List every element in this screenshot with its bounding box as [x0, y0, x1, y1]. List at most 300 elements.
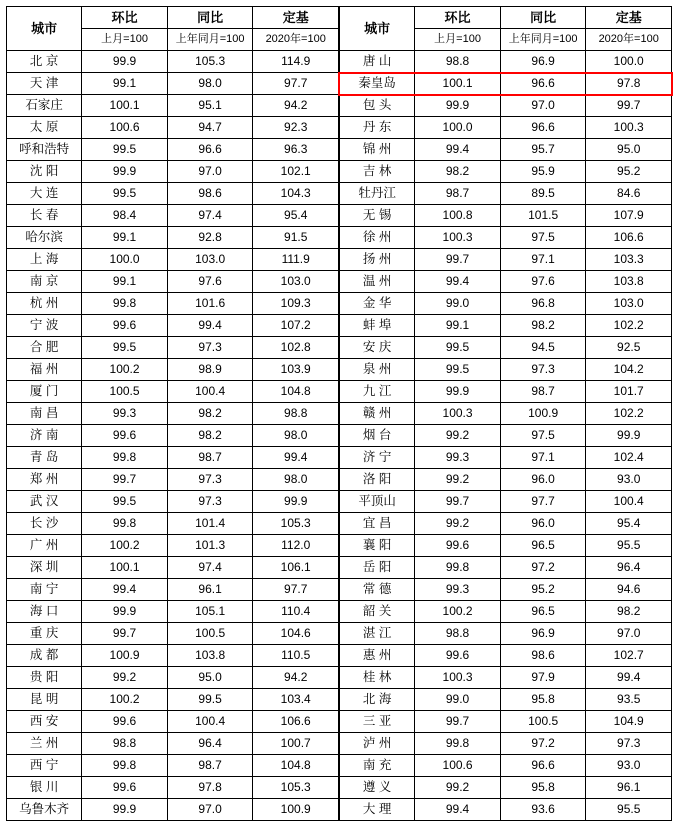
value-cell: 97.3: [167, 337, 253, 359]
value-cell: 98.8: [415, 623, 501, 645]
city-label: 安 庆: [340, 337, 415, 359]
value-cell: 98.7: [500, 381, 586, 403]
city-label: 天 津: [7, 73, 82, 95]
value-cell: 100.0: [586, 51, 672, 73]
value-cell: 94.5: [500, 337, 586, 359]
table-row: [7, 799, 339, 821]
value-cell: 100.4: [586, 491, 672, 513]
value-cell: 100.1: [415, 73, 501, 95]
value-cell: 101.5: [500, 205, 586, 227]
value-cell: 99.4: [586, 667, 672, 689]
value-cell: 102.7: [586, 645, 672, 667]
value-cell: 96.6: [500, 755, 586, 777]
value-cell: 95.4: [253, 205, 339, 227]
table-row: [7, 227, 339, 249]
city-label: 秦皇岛: [340, 73, 415, 95]
value-cell: 99.8: [415, 733, 501, 755]
city-label: 郑 州: [7, 469, 82, 491]
value-cell: 104.3: [253, 183, 339, 205]
value-cell: 97.0: [167, 799, 253, 821]
table-row: [340, 667, 672, 689]
value-cell: 97.3: [167, 491, 253, 513]
value-cell: 97.2: [500, 557, 586, 579]
value-cell: 99.7: [415, 249, 501, 271]
value-cell: 95.5: [586, 535, 672, 557]
value-cell: 97.3: [586, 733, 672, 755]
table-halves: [6, 6, 672, 821]
table-row: [340, 557, 672, 579]
value-cell: 95.4: [586, 513, 672, 535]
table-row: [7, 447, 339, 469]
table-row: [7, 161, 339, 183]
value-cell: 102.8: [253, 337, 339, 359]
value-cell: 96.5: [500, 601, 586, 623]
city-label: 西 安: [7, 711, 82, 733]
value-cell: 103.8: [586, 271, 672, 293]
table-row: [340, 447, 672, 469]
value-cell: 99.4: [415, 271, 501, 293]
value-cell: 114.9: [253, 51, 339, 73]
table-row: [340, 161, 672, 183]
value-cell: 99.2: [415, 425, 501, 447]
city-label: 常 德: [340, 579, 415, 601]
table-row: [340, 249, 672, 271]
value-cell: 99.9: [82, 601, 168, 623]
table-row: [7, 205, 339, 227]
value-cell: 93.0: [586, 469, 672, 491]
city-label: 包 头: [340, 95, 415, 117]
value-cell: 100.3: [586, 117, 672, 139]
table-row: [7, 777, 339, 799]
value-cell: 99.6: [82, 711, 168, 733]
left-half: [6, 6, 339, 821]
value-cell: 100.9: [253, 799, 339, 821]
value-cell: 104.6: [253, 623, 339, 645]
value-cell: 100.2: [415, 601, 501, 623]
header-col-1-right: 同比: [500, 7, 586, 29]
value-cell: 99.3: [415, 447, 501, 469]
value-cell: 97.0: [167, 161, 253, 183]
value-cell: 97.7: [253, 579, 339, 601]
value-cell: 95.2: [500, 579, 586, 601]
value-cell: 98.2: [500, 315, 586, 337]
value-cell: 97.1: [500, 447, 586, 469]
city-label: 乌鲁木齐: [7, 799, 82, 821]
value-cell: 102.2: [586, 315, 672, 337]
value-cell: 99.9: [82, 51, 168, 73]
value-cell: 96.0: [500, 513, 586, 535]
value-cell: 100.2: [82, 689, 168, 711]
value-cell: 99.7: [415, 491, 501, 513]
value-cell: 99.9: [253, 491, 339, 513]
value-cell: 93.0: [586, 755, 672, 777]
value-cell: 98.8: [253, 403, 339, 425]
table-row: [340, 337, 672, 359]
table-row: [340, 183, 672, 205]
value-cell: 103.0: [586, 293, 672, 315]
city-label: 武 汉: [7, 491, 82, 513]
value-cell: 97.7: [500, 491, 586, 513]
header-sub-2-left: 2020年=100: [253, 29, 339, 51]
table-row: [7, 249, 339, 271]
value-cell: 107.9: [586, 205, 672, 227]
city-label: 唐 山: [340, 51, 415, 73]
table-row: [7, 271, 339, 293]
value-cell: 99.3: [415, 579, 501, 601]
city-label: 桂 林: [340, 667, 415, 689]
value-cell: 99.9: [415, 381, 501, 403]
value-cell: 98.0: [253, 469, 339, 491]
city-label: 三 亚: [340, 711, 415, 733]
table-row: [7, 513, 339, 535]
city-label: 深 圳: [7, 557, 82, 579]
city-label: 贵 阳: [7, 667, 82, 689]
city-label: 韶 关: [340, 601, 415, 623]
value-cell: 97.1: [500, 249, 586, 271]
table-row: [340, 117, 672, 139]
table-row: [340, 293, 672, 315]
table-row: [7, 51, 339, 73]
value-cell: 99.4: [167, 315, 253, 337]
value-cell: 99.6: [82, 425, 168, 447]
table-row: [7, 117, 339, 139]
header-col-1-left: 同比: [167, 7, 253, 29]
table-row: [7, 293, 339, 315]
city-label: 平顶山: [340, 491, 415, 513]
value-cell: 95.8: [500, 777, 586, 799]
city-label: 丹 东: [340, 117, 415, 139]
table-row: [7, 359, 339, 381]
value-cell: 99.7: [415, 711, 501, 733]
value-cell: 99.4: [415, 799, 501, 821]
header-sub-1-left: 上年同月=100: [167, 29, 253, 51]
value-cell: 104.2: [586, 359, 672, 381]
value-cell: 97.7: [253, 73, 339, 95]
value-cell: 103.9: [253, 359, 339, 381]
city-label: 青 岛: [7, 447, 82, 469]
table-row: [340, 799, 672, 821]
table-row: [340, 755, 672, 777]
table-row: [340, 95, 672, 117]
value-cell: 99.7: [586, 95, 672, 117]
value-cell: 95.0: [167, 667, 253, 689]
value-cell: 105.3: [253, 513, 339, 535]
value-cell: 98.9: [167, 359, 253, 381]
city-label: 徐 州: [340, 227, 415, 249]
city-label: 银 川: [7, 777, 82, 799]
table-row: [340, 403, 672, 425]
value-cell: 98.0: [167, 73, 253, 95]
table-row: [7, 491, 339, 513]
value-cell: 105.3: [167, 51, 253, 73]
table-row: [7, 557, 339, 579]
table-row: [7, 711, 339, 733]
header-row-main-right: [340, 7, 672, 29]
value-cell: 95.8: [500, 689, 586, 711]
value-cell: 99.8: [82, 293, 168, 315]
value-cell: 98.4: [82, 205, 168, 227]
left-table-body: [7, 7, 339, 821]
value-cell: 102.2: [586, 403, 672, 425]
value-cell: 99.8: [82, 513, 168, 535]
value-cell: 98.2: [586, 601, 672, 623]
value-cell: 99.9: [586, 425, 672, 447]
city-label: 昆 明: [7, 689, 82, 711]
value-cell: 100.0: [415, 117, 501, 139]
table-row: [7, 315, 339, 337]
value-cell: 99.2: [415, 777, 501, 799]
value-cell: 101.3: [167, 535, 253, 557]
city-label: 杭 州: [7, 293, 82, 315]
city-label: 南 宁: [7, 579, 82, 601]
value-cell: 95.7: [500, 139, 586, 161]
table-row: [340, 513, 672, 535]
value-cell: 99.1: [82, 271, 168, 293]
right-half: [339, 6, 672, 821]
header-sub-0-left: 上月=100: [82, 29, 168, 51]
value-cell: 105.3: [253, 777, 339, 799]
value-cell: 98.7: [415, 183, 501, 205]
value-cell: 97.4: [167, 205, 253, 227]
value-cell: 98.2: [167, 403, 253, 425]
city-label: 长 沙: [7, 513, 82, 535]
table-row: [340, 623, 672, 645]
value-cell: 100.5: [500, 711, 586, 733]
value-cell: 92.8: [167, 227, 253, 249]
value-cell: 105.1: [167, 601, 253, 623]
right-table-body: [340, 7, 672, 821]
value-cell: 99.6: [415, 645, 501, 667]
header-city-right: 城市: [340, 7, 415, 51]
right-table: [339, 6, 672, 821]
value-cell: 99.0: [415, 293, 501, 315]
city-label: 惠 州: [340, 645, 415, 667]
value-cell: 99.9: [415, 95, 501, 117]
city-label: 成 都: [7, 645, 82, 667]
value-cell: 100.3: [415, 403, 501, 425]
value-cell: 103.4: [253, 689, 339, 711]
value-cell: 100.1: [82, 95, 168, 117]
header-sub-2-right: 2020年=100: [586, 29, 672, 51]
city-label: 济 宁: [340, 447, 415, 469]
value-cell: 106.1: [253, 557, 339, 579]
city-label: 岳 阳: [340, 557, 415, 579]
city-label: 锦 州: [340, 139, 415, 161]
value-cell: 110.5: [253, 645, 339, 667]
value-cell: 96.1: [167, 579, 253, 601]
value-cell: 99.5: [415, 337, 501, 359]
value-cell: 100.1: [82, 557, 168, 579]
value-cell: 93.6: [500, 799, 586, 821]
value-cell: 100.3: [415, 227, 501, 249]
table-row: [7, 535, 339, 557]
table-row: [340, 579, 672, 601]
table-row: [7, 337, 339, 359]
value-cell: 97.5: [500, 227, 586, 249]
city-label: 烟 台: [340, 425, 415, 447]
value-cell: 98.6: [167, 183, 253, 205]
value-cell: 95.5: [586, 799, 672, 821]
value-cell: 102.4: [586, 447, 672, 469]
value-cell: 99.5: [167, 689, 253, 711]
value-cell: 99.7: [82, 469, 168, 491]
value-cell: 93.5: [586, 689, 672, 711]
table-row: [340, 359, 672, 381]
table-row: [7, 733, 339, 755]
city-label: 石家庄: [7, 95, 82, 117]
value-cell: 107.2: [253, 315, 339, 337]
table-row: [340, 315, 672, 337]
table-row: [7, 139, 339, 161]
value-cell: 111.9: [253, 249, 339, 271]
city-label: 南 京: [7, 271, 82, 293]
value-cell: 97.0: [500, 95, 586, 117]
value-cell: 84.6: [586, 183, 672, 205]
value-cell: 94.6: [586, 579, 672, 601]
value-cell: 109.3: [253, 293, 339, 315]
value-cell: 97.6: [500, 271, 586, 293]
table-row: [340, 139, 672, 161]
value-cell: 94.2: [253, 95, 339, 117]
city-label: 牡丹江: [340, 183, 415, 205]
city-label: 上 海: [7, 249, 82, 271]
value-cell: 112.0: [253, 535, 339, 557]
value-cell: 96.8: [500, 293, 586, 315]
value-cell: 97.9: [500, 667, 586, 689]
value-cell: 98.0: [253, 425, 339, 447]
value-cell: 98.2: [167, 425, 253, 447]
city-label: 湛 江: [340, 623, 415, 645]
table-row: [340, 227, 672, 249]
value-cell: 99.2: [415, 469, 501, 491]
city-label: 蚌 埠: [340, 315, 415, 337]
value-cell: 95.0: [586, 139, 672, 161]
value-cell: 99.2: [415, 513, 501, 535]
value-cell: 96.9: [500, 623, 586, 645]
city-label: 宜 昌: [340, 513, 415, 535]
value-cell: 99.1: [415, 315, 501, 337]
table-row: [340, 689, 672, 711]
table-row: [340, 205, 672, 227]
city-label: 呼和浩特: [7, 139, 82, 161]
value-cell: 110.4: [253, 601, 339, 623]
city-label: 大 理: [340, 799, 415, 821]
value-cell: 99.8: [82, 447, 168, 469]
table-row: [7, 73, 339, 95]
city-label: 南 充: [340, 755, 415, 777]
value-cell: 99.2: [82, 667, 168, 689]
table-row: [7, 403, 339, 425]
value-cell: 96.6: [167, 139, 253, 161]
value-cell: 96.0: [500, 469, 586, 491]
value-cell: 100.2: [82, 359, 168, 381]
header-row-main: [7, 7, 339, 29]
value-cell: 102.1: [253, 161, 339, 183]
value-cell: 103.0: [167, 249, 253, 271]
header-city-left: 城市: [7, 7, 82, 51]
table-row: [7, 689, 339, 711]
table-row: [7, 469, 339, 491]
value-cell: 99.4: [82, 579, 168, 601]
city-label: 遵 义: [340, 777, 415, 799]
value-cell: 99.7: [82, 623, 168, 645]
value-cell: 99.9: [82, 799, 168, 821]
value-cell: 96.6: [500, 73, 586, 95]
value-cell: 100.0: [82, 249, 168, 271]
value-cell: 89.5: [500, 183, 586, 205]
header-col-0-right: 环比: [415, 7, 501, 29]
city-label: 襄 阳: [340, 535, 415, 557]
city-label: 无 锡: [340, 205, 415, 227]
value-cell: 97.8: [586, 73, 672, 95]
value-cell: 97.5: [500, 425, 586, 447]
table-row: [7, 95, 339, 117]
city-label: 宁 波: [7, 315, 82, 337]
value-cell: 99.3: [82, 403, 168, 425]
value-cell: 99.0: [415, 689, 501, 711]
value-cell: 99.9: [82, 161, 168, 183]
value-cell: 97.8: [167, 777, 253, 799]
value-cell: 98.8: [82, 733, 168, 755]
value-cell: 96.1: [586, 777, 672, 799]
value-cell: 100.8: [415, 205, 501, 227]
table-row: [340, 777, 672, 799]
value-cell: 99.5: [82, 337, 168, 359]
value-cell: 100.4: [167, 381, 253, 403]
city-label: 洛 阳: [340, 469, 415, 491]
header-col-0-left: 环比: [82, 7, 168, 29]
value-cell: 100.6: [415, 755, 501, 777]
value-cell: 95.2: [586, 161, 672, 183]
city-label: 泸 州: [340, 733, 415, 755]
city-label: 金 华: [340, 293, 415, 315]
city-label: 太 原: [7, 117, 82, 139]
value-cell: 106.6: [253, 711, 339, 733]
table-row: [340, 425, 672, 447]
value-cell: 99.8: [82, 755, 168, 777]
header-sub-1-right: 上年同月=100: [500, 29, 586, 51]
value-cell: 92.3: [253, 117, 339, 139]
city-label: 海 口: [7, 601, 82, 623]
value-cell: 99.8: [415, 557, 501, 579]
value-cell: 100.9: [82, 645, 168, 667]
value-cell: 97.2: [500, 733, 586, 755]
value-cell: 96.4: [167, 733, 253, 755]
city-label: 吉 林: [340, 161, 415, 183]
table-row: [340, 73, 672, 95]
value-cell: 104.8: [253, 755, 339, 777]
value-cell: 96.6: [500, 117, 586, 139]
city-label: 温 州: [340, 271, 415, 293]
header-col-2-left: 定基: [253, 7, 339, 29]
table-row: [7, 381, 339, 403]
value-cell: 92.5: [586, 337, 672, 359]
value-cell: 100.9: [500, 403, 586, 425]
table-row: [7, 755, 339, 777]
city-label: 济 南: [7, 425, 82, 447]
value-cell: 101.6: [167, 293, 253, 315]
value-cell: 100.5: [82, 381, 168, 403]
value-cell: 91.5: [253, 227, 339, 249]
value-cell: 100.6: [82, 117, 168, 139]
city-label: 北 海: [340, 689, 415, 711]
value-cell: 96.3: [253, 139, 339, 161]
value-cell: 104.8: [253, 381, 339, 403]
city-label: 厦 门: [7, 381, 82, 403]
city-label: 重 庆: [7, 623, 82, 645]
value-cell: 99.6: [415, 535, 501, 557]
value-cell: 98.8: [415, 51, 501, 73]
